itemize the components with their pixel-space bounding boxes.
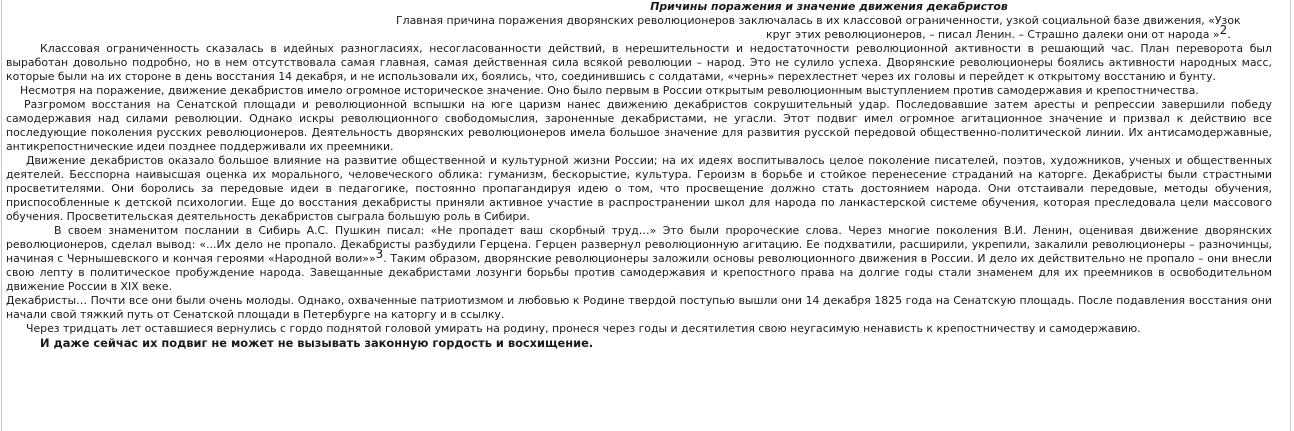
footnote-ref[interactable]: 3 — [375, 247, 384, 261]
paragraph-influence: Движение декабристов оказало большое влияние на развитие общественной и культурной жизни России; на их идеях воспитывалось целое поколение писателей, поэтов, художников, ученых и общественных деятелей. Бесспорна наивысшая оценка их морального, человеческого облика: гуманизм, бескорыстие, культура. Героизм в борьбе и стойкое перенесение страданий на каторге. Декабристы были страстными просветителями. Они боролись за передовые идеи в педагогике, постоянно пропагандируя идею о том, что просвещение должно стать достоянием народа. Они отстаивали передовые, методы обучения, приспособленные к детской психологии. Еще до восстания декабристы приняли активное участие в распространении школ для народа по ланкастерской системе обучения, которая преследовала цели массового обучения. Просветительская деятельность декабристов сыграла большую роль в Сибири. — [6, 154, 1272, 223]
intro-end: . — [1227, 28, 1231, 41]
intro-text-a: Главная причина поражения дворянских революционеров заключалась в их классовой ограниченности, узкой социальной базе движения, «Узок — [396, 14, 1241, 27]
intro-text-b: круг этих революционеров, – писал Ленин. – Страшно далеки они от народа » — [766, 28, 1220, 41]
pushkin-text-a: В своем знаменитом послании в Сибирь А.С. Пушкин писал: «Не пропадет ваш скорбный труд…» Это были пророческие слова. Через многие поколения В.И. Ленин, оценивая движение дворянских революционеров, сделал вывод: «...Их дело не пропало. Декабристы разбудили Герцена. Герцен развернул революционную агитацию. Ее подхватили, расширили, укрепили, закалили революционеры – разночинцы, начиная с Чернышевского и кончая героями «Народной воли»» — [6, 224, 1272, 265]
paragraph-return: Через тридцать лет оставшиеся вернулись с гордо поднятой головой умирать на родину, пронеся через годы и десятилетия свою неугасимую ненависть к крепостничеству и самодержавию. — [26, 322, 1141, 335]
paragraph-class-limits: Классовая ограниченность сказалась в идейных разногласиях, несогласованности действий, в нерешительности и недостаточности революционной активности в решающий час. План переворота был выработан довольно подробно, но в нем отсутствовала самая главная, самая действенная сила всякой революции – народ. Это не сулило успеха. Дворянские революционеры боялись активности народных масс, которые были на их стороне в день восстания 14 декабря, и не использовали их, боялись, что, соединившись с солдатами, «чернь» перехлестнет через их головы и перейдет к открытому восстанию и бунту. — [6, 42, 1272, 83]
paragraph-pushkin-lenin — [6, 224, 1272, 294]
document-body — [6, 0, 1272, 350]
paragraph-defeat: Разгромом восстания на Сенатской площади и революционной вспышки на юге царизм нанес движению декабристов сокрушительный удар. Последовавшие затем аресты и репрессии завершили победу самодержавия над силами революции. Однако искры революционного свободомыслия, зароненные декабристами, не угасли. Этот подвиг имел огромное агитационное значение и призвал к действию все последующие поколения русских революционеров. Деятельность дворянских революционеров имела большое значение для развития русской передовой общественно-политической линии. Их антисамодержавные, антикрепостнические идеи позднее поддерживали их преемники. — [6, 98, 1272, 153]
pushkin-text-b: . Таким образом, дворянские революционеры заложили основы революционного движения в России. И дело их действительно не пропало – они внесли свою лепту в политическое пробуждение народа. Завещанные декабристами лозунги борьбы против самодержавия и крепостного права на долгие годы стали знаменем для их преемников в освободительном движение России в XIX веке. — [6, 252, 1272, 293]
page-title: Причины поражения и значение движения декабристов — [650, 0, 1008, 13]
closing-statement: И даже сейчас их подвиг не может не вызывать законную гордость и восхищение. — [40, 336, 594, 350]
footnote-ref[interactable]: 2 — [1219, 23, 1228, 37]
intro-paragraph — [6, 14, 1272, 42]
intro-tail — [396, 23, 1272, 42]
paragraph-significance: Несмотря на поражение, движение декабристов имело огромное историческое значение. Оно было первым в России открытым революционным выступлением против самодержавия и крепостничества. — [20, 84, 1199, 97]
paragraph-decembrists: Декабристы… Почти все они были очень молоды. Однако, охваченные патриотизмом и любовью к Родине твердой поступью вышли они 14 декабря 1825 года на Сенатскую площадь. После подавления восстания они начали свой тяжкий путь от Сенатской площади в Петербурге на каторгу и в ссылку. — [6, 294, 1272, 321]
